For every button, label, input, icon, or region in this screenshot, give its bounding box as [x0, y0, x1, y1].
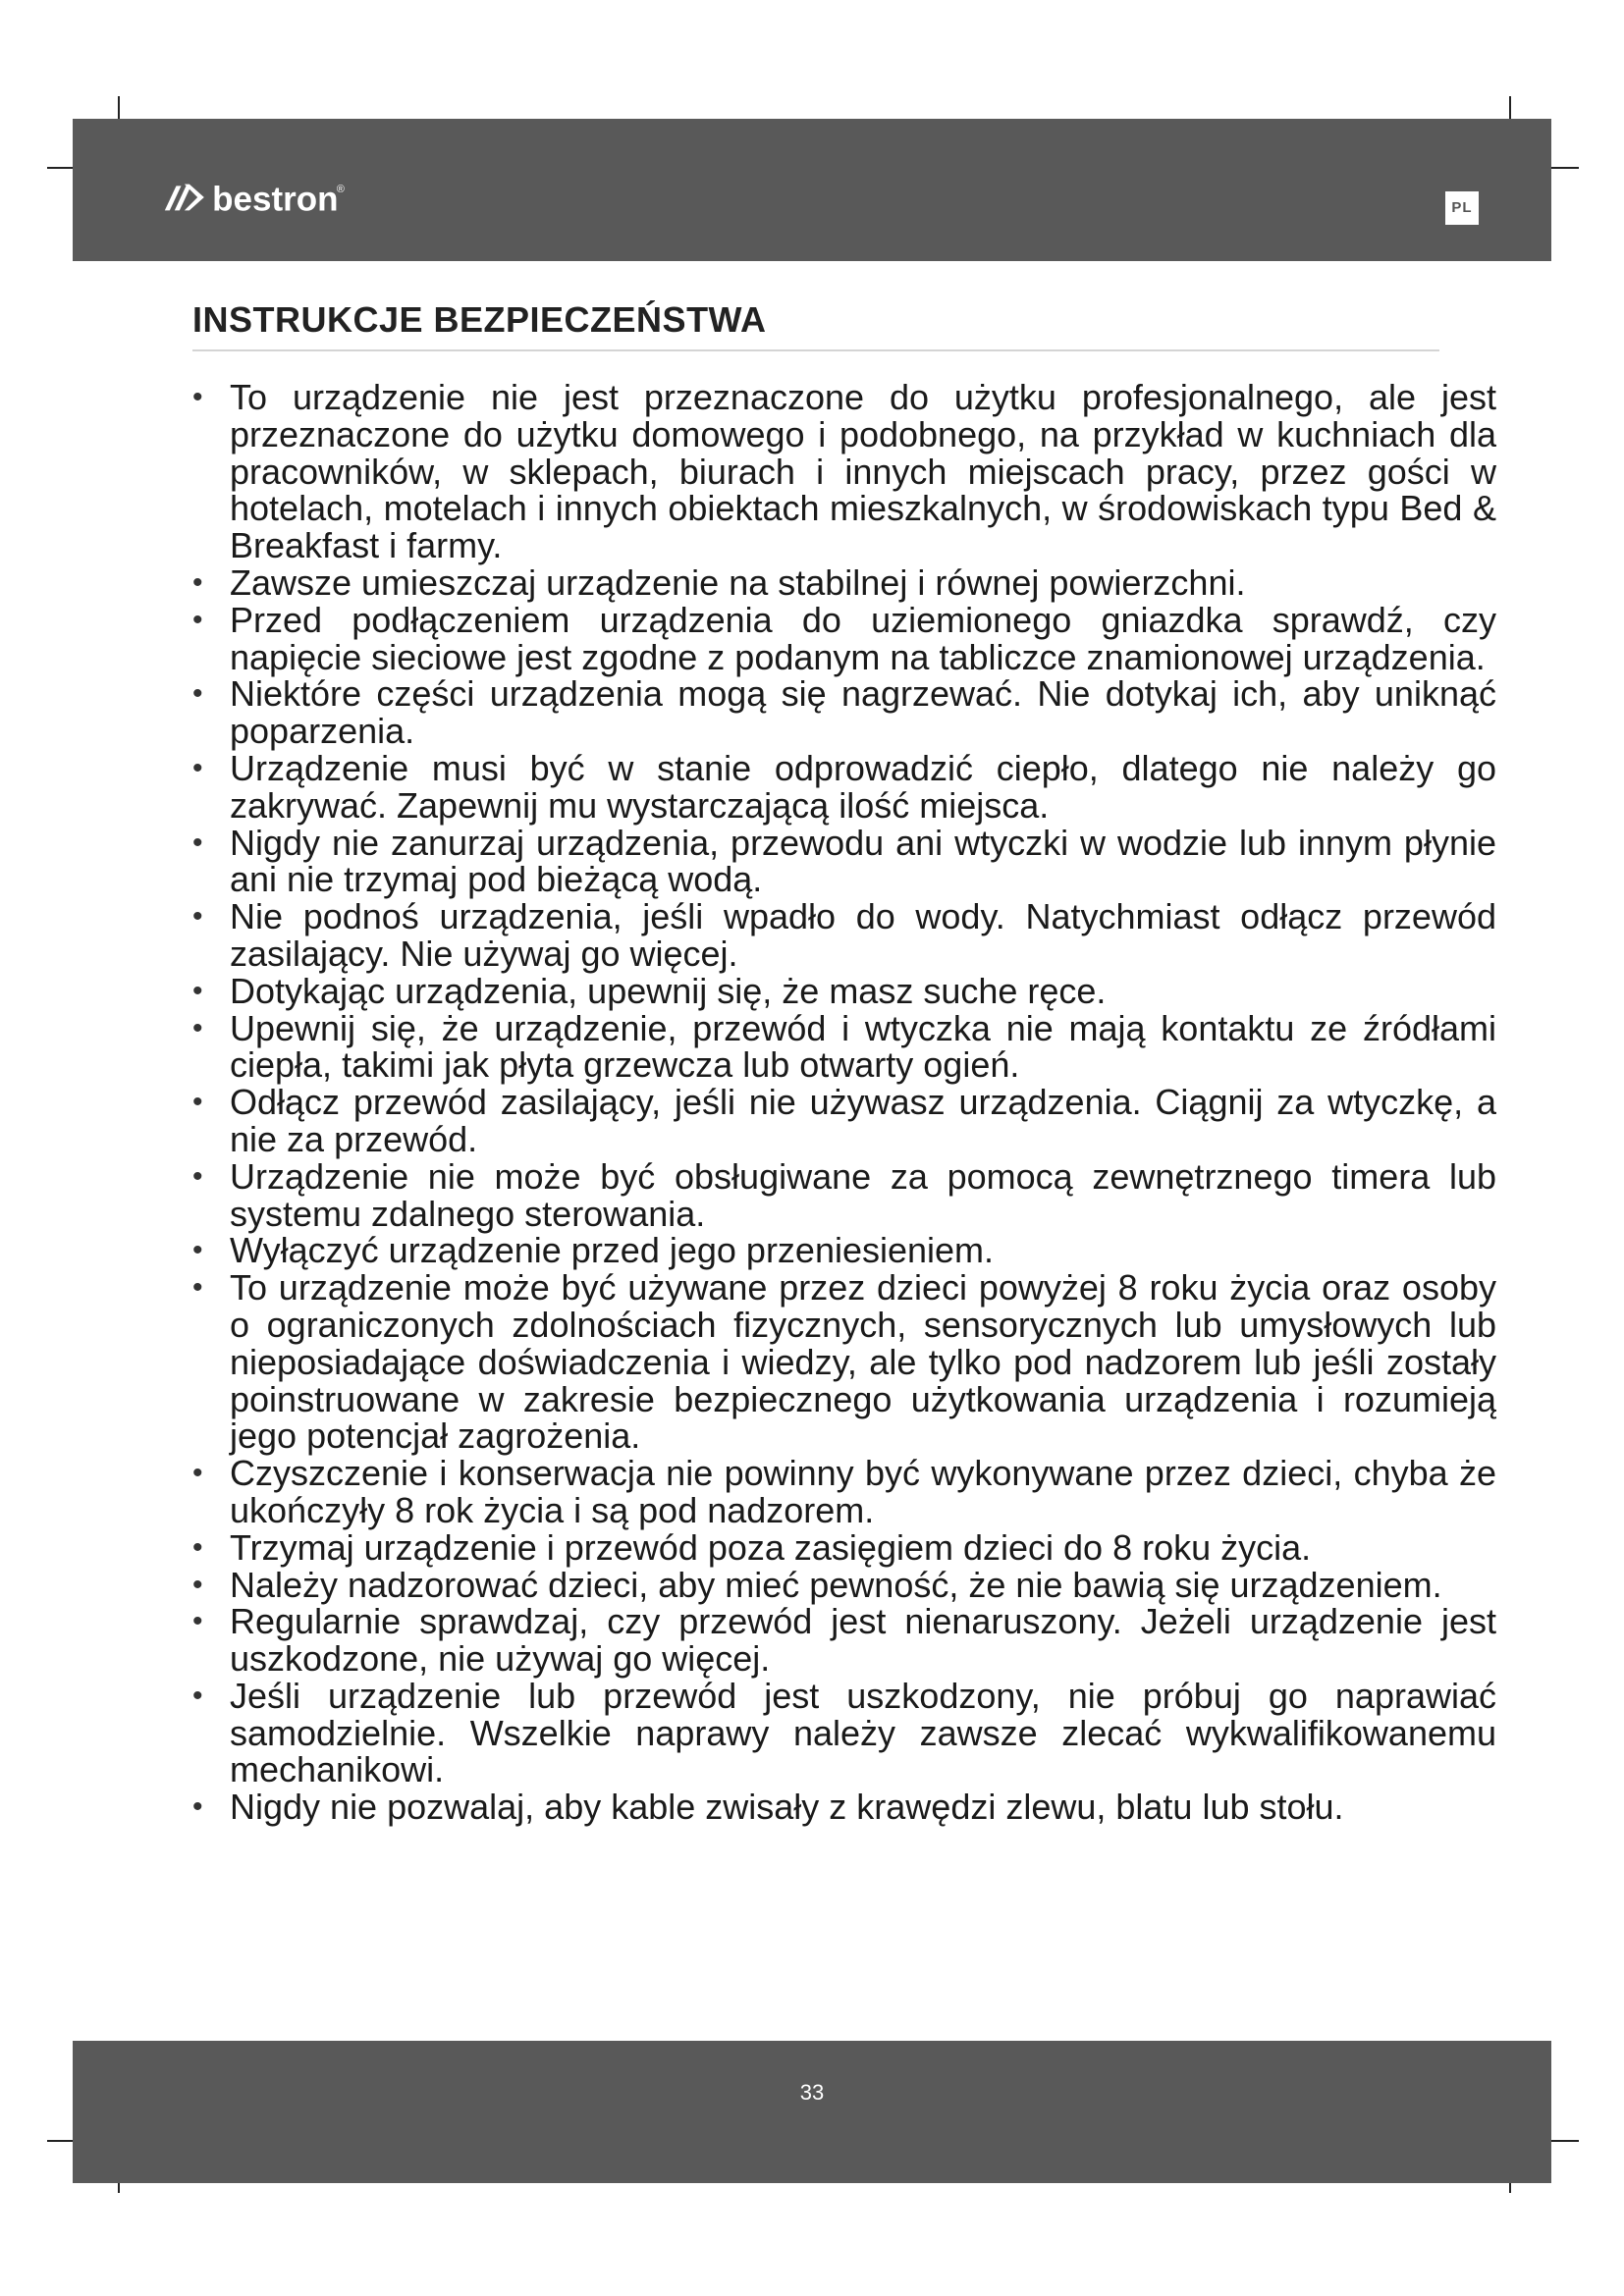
list-item: • Nigdy nie zanurzaj urządzenia, przewodu ani wtyczki w wodzie lub innym płynie ani nie trzymaj pod bieżącą wodą. — [192, 825, 1496, 899]
registered-mark: ® — [336, 184, 345, 195]
brand-wordmark: bestron — [212, 180, 339, 217]
list-item: • Upewnij się, że urządzenie, przewód i wtyczka nie mają kontaktu ze źródłami ciepła, takimi jak płyta grzewcza lub otwarty ogień. — [192, 1010, 1496, 1085]
list-item: • Urządzenie musi być w stanie odprowadzić ciepło, dlatego nie należy go zakrywać. Zapewnij mu wystarczającą ilość miejsca. — [192, 750, 1496, 825]
list-item: • Trzymaj urządzenie i przewód poza zasięgiem dzieci do 8 roku życia. — [192, 1529, 1496, 1567]
list-item: • Wyłączyć urządzenie przed jego przeniesieniem. — [192, 1232, 1496, 1269]
title-divider — [192, 349, 1439, 351]
list-item: • Nie podnoś urządzenia, jeśli wpadło do wody. Natychmiast odłącz przewód zasilający. Nie używaj go więcej. — [192, 898, 1496, 973]
page-number: 33 — [799, 2080, 825, 2105]
list-item: • Regularnie sprawdzaj, czy przewód jest nienaruszony. Jeżeli urządzenie jest uszkodzone, nie używaj go więcej. — [192, 1603, 1496, 1678]
list-item: • Niektóre części urządzenia mogą się nagrzewać. Nie dotykaj ich, aby uniknąć poparzenia. — [192, 675, 1496, 750]
list-item: • Należy nadzorować dzieci, aby mieć pewność, że nie bawią się urządzeniem. — [192, 1567, 1496, 1604]
list-item: • Jeśli urządzenie lub przewód jest uszkodzony, nie próbuj go naprawiać samodzielnie. Wszelkie naprawy należy zawsze zlecać wykwalifikowanemu mechanikowi. — [192, 1678, 1496, 1789]
footer-bar — [73, 2041, 1551, 2183]
list-item: • To urządzenie nie jest przeznaczone do użytku profesjonalnego, ale jest przeznaczone do użytku domowego i podobnego, na przykład w kuchniach dla pracowników, w sklepach, biurach i innych miejscach pracy, przez gości w hotelach, motelach i innych obiektach mieszkalnych, w środowiskach typu Bed & Breakfast i farmy. — [192, 379, 1496, 564]
list-item: • Odłącz przewód zasilający, jeśli nie używasz urządzenia. Ciągnij za wtyczkę, a nie za przewód. — [192, 1084, 1496, 1158]
list-item: • Przed podłączeniem urządzenia do uziemionego gniazdka sprawdź, czy napięcie sieciowe jest zgodne z podanym na tabliczce znamionowej urządzenia. — [192, 602, 1496, 676]
list-item: • Zawsze umieszczaj urządzenie na stabilnej i równej powierzchni. — [192, 564, 1496, 602]
list-item: • Dotykając urządzenia, upewnij się, że masz suche ręce. — [192, 973, 1496, 1010]
header-bar — [73, 119, 1551, 261]
safety-list — [192, 379, 1498, 1826]
list-item: • Urządzenie nie może być obsługiwane za pomocą zewnętrznego timera lub systemu zdalnego sterowania. — [192, 1158, 1496, 1233]
section-title: INSTRUKCJE BEZPIECZEŃSTWA — [192, 299, 767, 340]
list-item: • To urządzenie może być używane przez dzieci powyżej 8 roku życia oraz osoby o ograniczonych zdolnościach fizycznych, sensorycznych lub umysłowych lub nieposiadające doświadczenia i wiedzy, ale tylko pod nadzorem lub jeśli zostały poinstruowane w zakresie bezpiecznego użytkowania urządzenia i rozumieją jego potencjał zagrożenia. — [192, 1269, 1496, 1455]
list-item: • Nigdy nie pozwalaj, aby kable zwisały z krawędzi zlewu, blatu lub stołu. — [192, 1789, 1496, 1826]
bestron-logo — [139, 178, 424, 217]
list-item: • Czyszczenie i konserwacja nie powinny być wykonywane przez dzieci, chyba że ukończyły 8 rok życia i są pod nadzorem. — [192, 1455, 1496, 1529]
language-badge: PL — [1445, 191, 1479, 225]
safety-section — [192, 294, 1498, 1826]
